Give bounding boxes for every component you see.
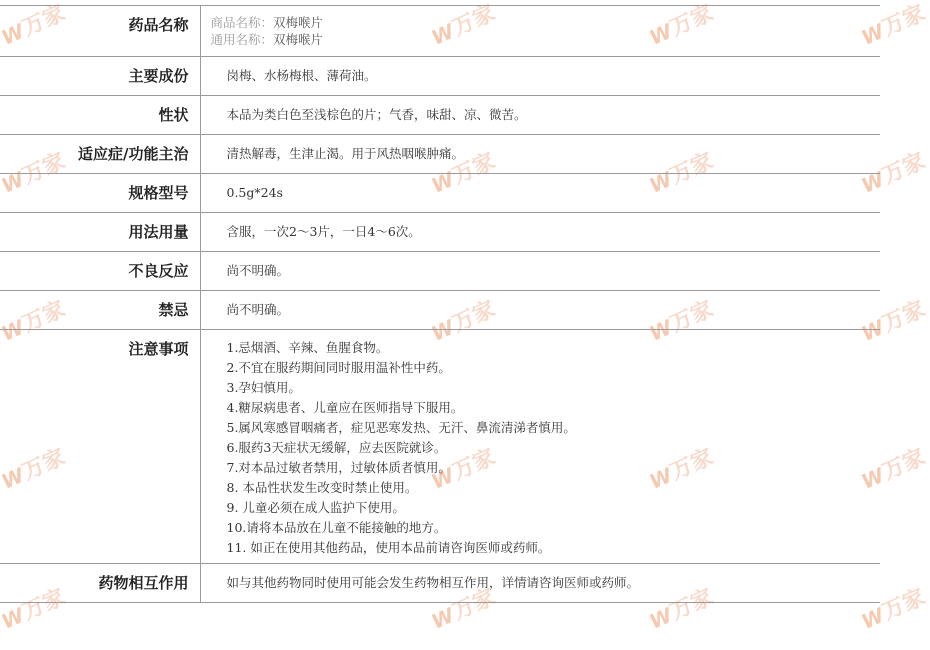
row-label: 不良反应 xyxy=(0,252,200,291)
generic-name: 双梅喉片 xyxy=(273,32,324,47)
watermark: W 万家 xyxy=(644,440,718,496)
watermark: W万家 xyxy=(0,440,70,496)
row-label: 药物相互作用 xyxy=(0,564,200,603)
list-item: 7.对本品过敏者禁用，过敏体质者慎用。 xyxy=(226,460,451,475)
row-label: 适应症/功能主治 xyxy=(0,135,200,174)
watermark: W万家 xyxy=(0,580,70,636)
list-item: 2.不宜在服药期间同时服用温补性中药。 xyxy=(226,360,451,375)
row-value: 含服，一次2～3片，一日4～6次。 xyxy=(200,213,880,252)
row-label: 注意事项 xyxy=(0,330,200,564)
watermark: W 万家 xyxy=(644,0,718,52)
watermark-logo-icon xyxy=(647,607,672,630)
list-item: 5.属风寒感冒咽痛者，症见恶寒发热、无汗、鼻流清涕者慎用。 xyxy=(226,420,576,435)
row-label: 禁忌 xyxy=(0,291,200,330)
list-item: 3.孕妇慎用。 xyxy=(226,380,301,395)
watermark: W 万家 xyxy=(644,580,718,636)
watermark: W 万家 xyxy=(426,0,500,52)
row-adverse-reactions xyxy=(0,252,880,291)
list-item: 1.忌烟酒、辛辣、鱼腥食物。 xyxy=(226,340,389,355)
row-label: 规格型号 xyxy=(0,174,200,213)
watermark: W万家 xyxy=(0,0,70,52)
watermark: W 万家 xyxy=(856,0,930,52)
watermark: W 万家 xyxy=(426,144,500,200)
watermark: W 万家 xyxy=(856,440,930,496)
generic-name-line xyxy=(211,31,871,48)
precautions-list xyxy=(227,338,871,558)
list-item: 9. 儿童必须在成人监护下使用。 xyxy=(226,500,405,515)
watermark: W 万家 xyxy=(426,292,500,348)
watermark: W 万家 xyxy=(644,144,718,200)
row-drug-interactions xyxy=(0,564,880,603)
watermark: W万家 xyxy=(0,292,70,348)
watermark: W 万家 xyxy=(856,292,930,348)
watermark: W万家 xyxy=(0,144,70,200)
row-value: 如与其他药物同时使用可能会发生药物相互作用，详情请咨询医师或药师。 xyxy=(200,564,880,603)
product-name: 双梅喉片 xyxy=(273,15,324,30)
list-item: 10.请将本品放在儿童不能接触的地方。 xyxy=(226,520,447,535)
watermark: W 万家 xyxy=(426,580,500,636)
watermark-logo-icon xyxy=(429,607,454,630)
watermark-logo-icon xyxy=(859,607,884,630)
list-item: 11. 如正在使用其他药品，使用本品前请咨询医师或药师。 xyxy=(226,540,551,555)
row-label: 性状 xyxy=(0,96,200,135)
drug-info-table xyxy=(0,5,880,603)
watermark: W 万家 xyxy=(426,440,500,496)
row-value: 本品为类白色至浅棕色的片；气香，味甜、凉、微苦。 xyxy=(200,96,880,135)
watermark: W 万家 xyxy=(856,580,930,636)
row-value: 岗梅、水杨梅根、薄荷油。 xyxy=(200,57,880,96)
row-label: 用法用量 xyxy=(0,213,200,252)
list-item: 4.糖尿病患者、儿童应在医师指导下服用。 xyxy=(226,400,464,415)
generic-name-label: 通用名称： xyxy=(210,32,274,47)
list-item: 8. 本品性状发生改变时禁止使用。 xyxy=(226,480,418,495)
watermark: W 万家 xyxy=(856,144,930,200)
row-value xyxy=(200,6,880,57)
row-label: 药品名称 xyxy=(0,6,200,57)
row-value: 0.5g*24s xyxy=(200,174,880,213)
row-value xyxy=(200,330,880,564)
row-label: 主要成份 xyxy=(0,57,200,96)
list-item: 6.服药3天症状无缓解，应去医院就诊。 xyxy=(226,440,447,455)
row-value: 尚不明确。 xyxy=(200,252,880,291)
row-value: 尚不明确。 xyxy=(200,291,880,330)
row-appearance xyxy=(0,96,880,135)
product-name-line xyxy=(211,14,871,31)
watermark-logo-icon xyxy=(0,607,24,630)
product-name-label: 商品名称： xyxy=(210,15,274,30)
row-drug-name xyxy=(0,6,880,57)
row-contraindications xyxy=(0,291,880,330)
watermark: W 万家 xyxy=(644,292,718,348)
row-indications xyxy=(0,135,880,174)
row-dosage xyxy=(0,213,880,252)
row-value: 清热解毒，生津止渴。用于风热咽喉肿痛。 xyxy=(200,135,880,174)
row-ingredients xyxy=(0,57,880,96)
row-specification xyxy=(0,174,880,213)
row-precautions xyxy=(0,330,880,564)
